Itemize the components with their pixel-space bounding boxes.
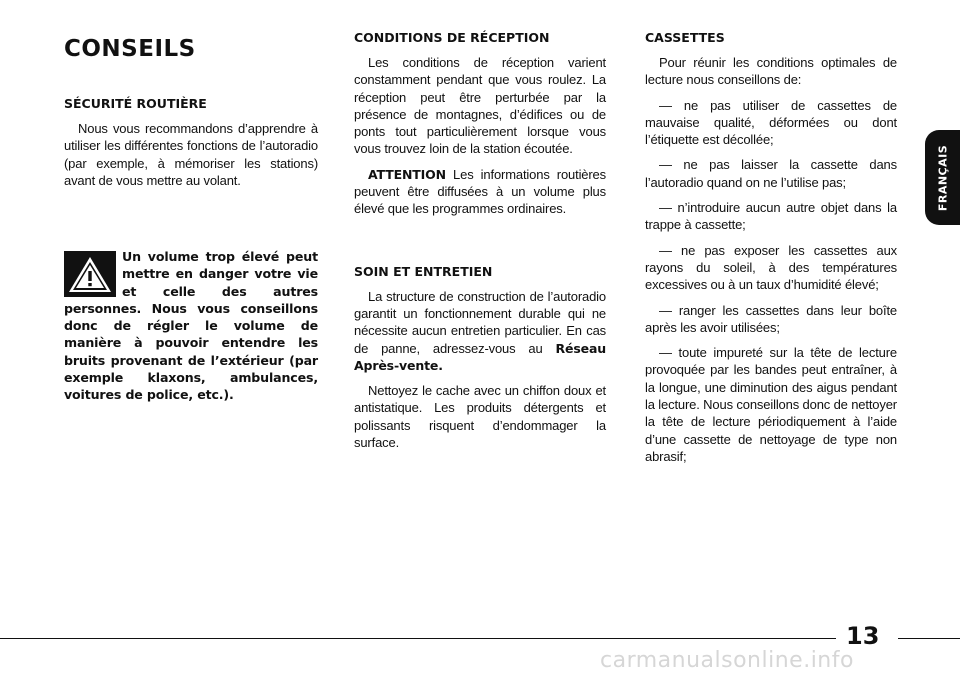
page-number: 13 xyxy=(846,622,880,650)
language-tab xyxy=(925,130,960,225)
list-item: — toute impureté sur la tête de lecture provoquée par les bandes peut entraîner, à la longue, une diminution des aigus pendant la lecture. Nous conseillons donc de nettoyer la tête de lecture périodiquement à l’aide d’une cassette de nettoyage de type non abrasif; xyxy=(645,345,897,464)
list-item: — ne pas utiliser de cassettes de mauvaise qualité, déformées ou dont l’étiquette est décollée; xyxy=(645,97,897,148)
section-heading-cassettes: CASSETTES xyxy=(645,30,725,45)
section-heading-securite: SÉCURITÉ ROUTIÈRE xyxy=(64,96,207,111)
entretien-paragraph xyxy=(354,288,606,374)
entretien-text: La structure de construction de l’autoradio garantit un fonctionnement durable qui ne nécessite aucun entretien particulier. En cas de panne, adressez-vous au xyxy=(354,288,606,356)
column-middle xyxy=(354,30,606,459)
list-item: — n’introduire aucun autre objet dans la trappe à cassette; xyxy=(645,200,897,233)
reseau-apres-vente: Réseau Après-vente. xyxy=(354,340,606,373)
section-heading-reception: CONDITIONS DE RÉCEPTION xyxy=(354,30,550,45)
attention-text: Les informations routières peuvent être diffusées à un volume plus élevé que les programmes ordinaires. xyxy=(354,166,606,217)
securite-paragraph: Nous vous recommandons d’apprendre à utiliser les différentes fonctions de l’autoradio (par exemple, à mémoriser les stations) avant de vous mettre au volant. xyxy=(64,121,318,188)
page-title: CONSEILS xyxy=(64,36,196,62)
list-item: — ranger les cassettes dans leur boîte après les avoir utilisées; xyxy=(645,302,897,335)
language-tab-label: FRANÇAIS xyxy=(936,144,949,211)
nettoyage-paragraph: Nettoyez le cache avec un chiffon doux et antistatique. Les produits détergents et polissants risquent d’endommager la surface. xyxy=(354,383,606,451)
warning-text: Un volume trop élevé peut mettre en danger votre vie et celle des autres personnes. Nous vous conseillons donc de régler le volume de manière à pouvoir entendre les bruits provenant de l’extérieur (par exemple klaxons, ambulances, voitures de police, etc.). xyxy=(64,249,318,403)
footer-rule-left xyxy=(0,638,836,639)
column-right xyxy=(645,30,897,473)
watermark: carmanualsonline.info xyxy=(600,648,854,673)
warning-triangle-icon xyxy=(64,251,116,297)
section-heading-entretien: SOIN ET ENTRETIEN xyxy=(354,263,493,279)
warning-block xyxy=(64,248,318,404)
reception-paragraph: Les conditions de réception varient constamment pendant que vous roulez. La réception peut être perturbée par la présence de montagnes, d’édifices ou de ponts tout particulièrement lorsque vous vous trouvez loin de la station écoutée. xyxy=(354,55,606,157)
cassettes-intro: Pour réunir les conditions optimales de lecture nous conseillons de: xyxy=(645,55,897,88)
column-left xyxy=(64,30,318,197)
list-item: — ne pas exposer les cassettes aux rayons du soleil, à des températures excessives ou à un taux d’humidité élevé; xyxy=(645,242,897,293)
list-item: — ne pas laisser la cassette dans l’autoradio quand on ne l’utilise pas; xyxy=(645,157,897,190)
footer-rule-right xyxy=(898,638,960,639)
attention-paragraph xyxy=(354,166,606,218)
attention-label: ATTENTION xyxy=(368,166,446,182)
